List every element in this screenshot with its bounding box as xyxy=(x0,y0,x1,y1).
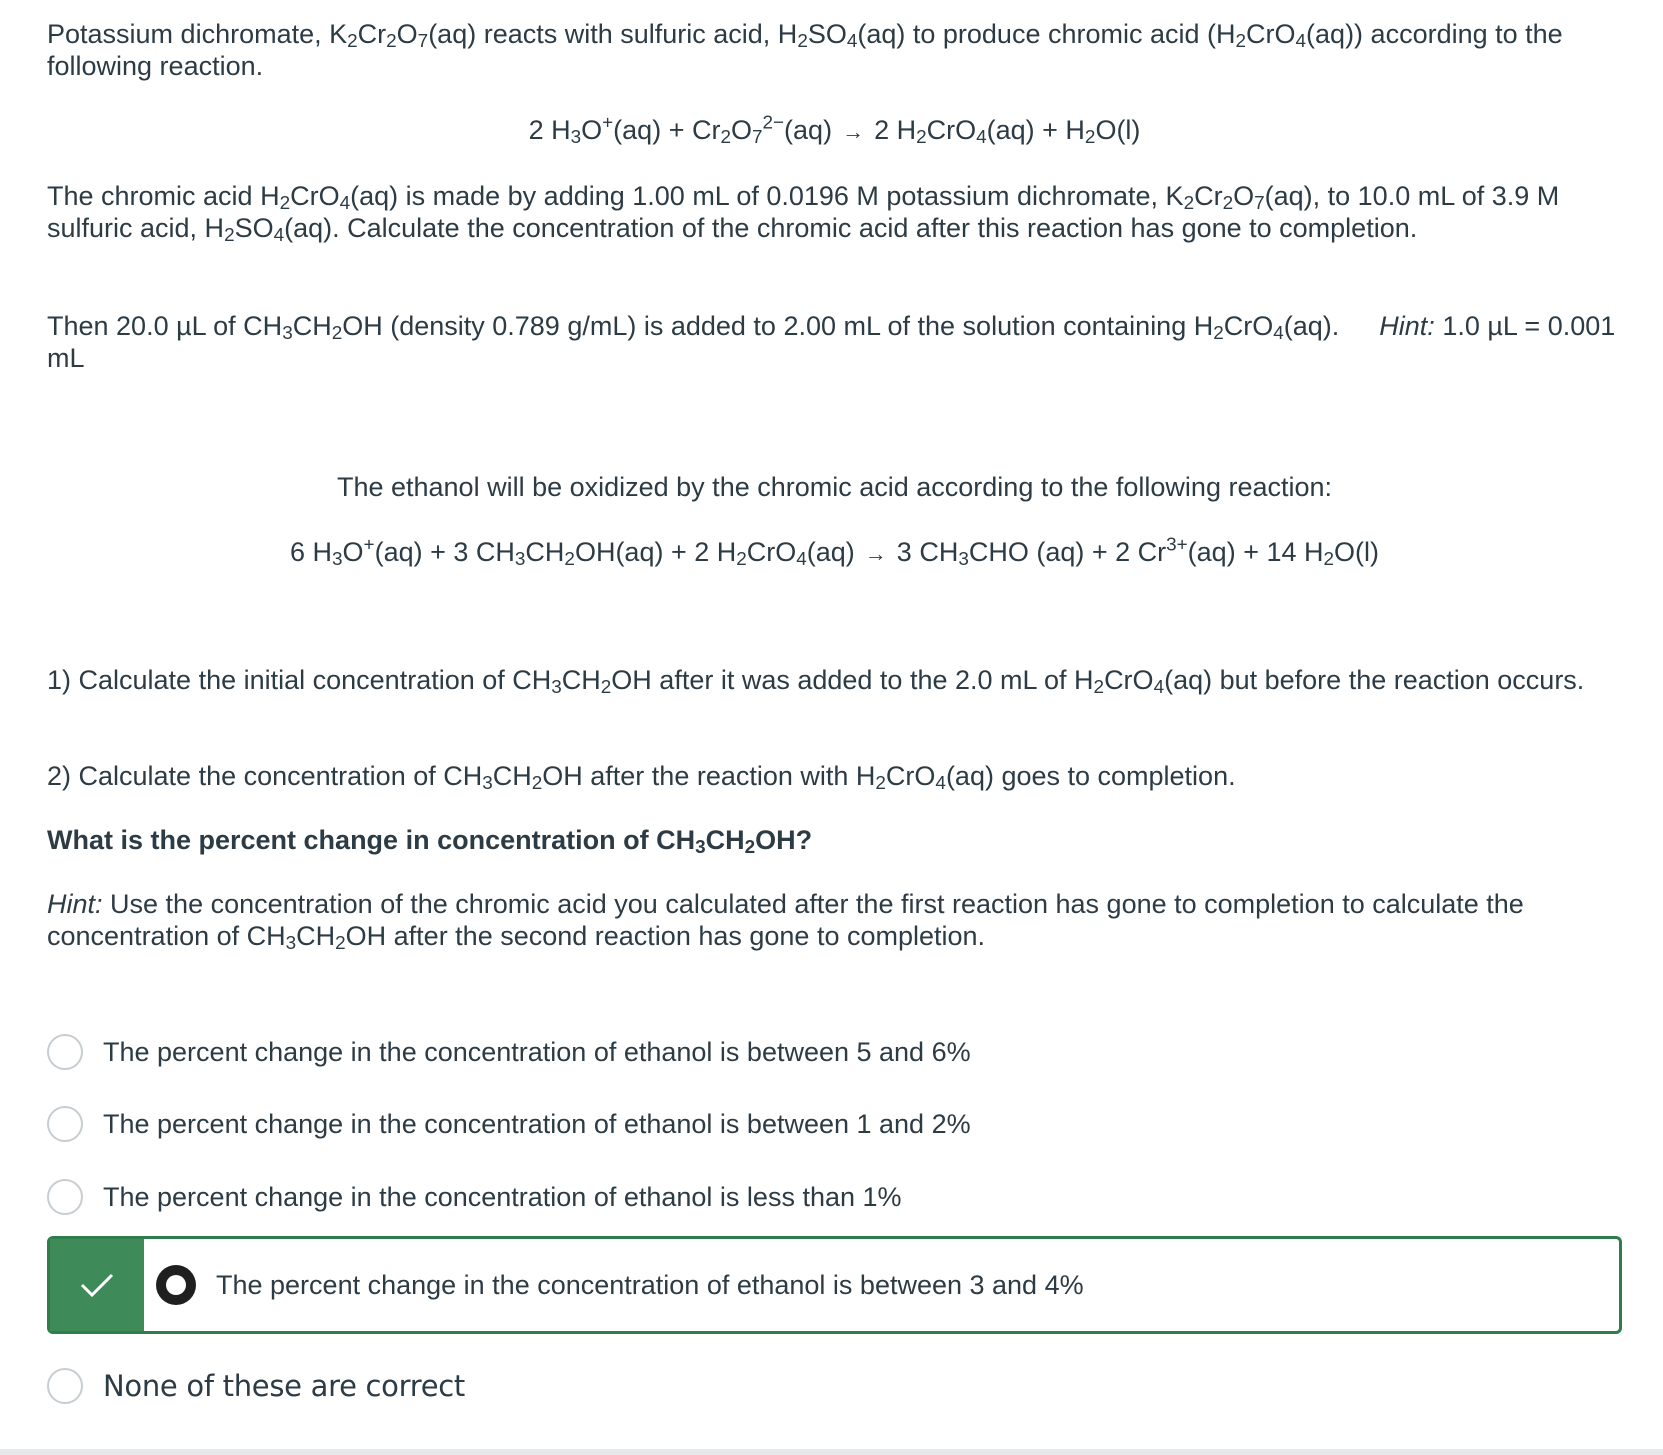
intro-paragraph: Potassium dichromate, $K_2Cr_2O_7(aq)$ reacts with sulfuric acid, $H_2SO_4(aq)$ to produce chromic acid $(H_2CrO_4(aq))$ according to the following reaction. xyxy=(47,19,1563,81)
main-question: What is the percent change in concentration of $CH_3CH_2OH$? xyxy=(47,825,813,859)
bottom-divider xyxy=(0,1449,1663,1455)
answer-option[interactable] xyxy=(47,1030,971,1074)
reaction-equation-2: 6 $H_3O^+(aq) + 3$ $CH_3CH_2OH(aq) + 2$ $H_2CrO_4(aq) \to 3$ $CH_3CHO$ (aq) + 2 $Cr^{3+}(aq) + 14$ $H_2O(l)$ xyxy=(289,534,1379,571)
answer-option[interactable] xyxy=(47,1364,465,1408)
reaction-equation-1: 2 $H_3O^+(aq) + Cr_2O_7^{2-}(aq) \to 2$ $H_2CrO_4(aq) + H_2O(l)$ xyxy=(528,112,1141,149)
final-hint: Hint: Use the concentration of the chromic acid you calculated after the first reaction has gone to completion to calculate the concentration of $CH_3CH_2OH$ after the second reaction has gone to completion. xyxy=(47,889,1524,955)
radio-button[interactable] xyxy=(47,1368,83,1404)
radio-button[interactable] xyxy=(47,1106,83,1142)
hint-label: Hint: xyxy=(47,889,103,919)
radio-button-selected[interactable] xyxy=(156,1265,196,1305)
answer-label: The percent change in the concentration of ethanol is between 5 and 6% xyxy=(103,1037,971,1067)
answer-label: The percent change in the concentration of ethanol is between 1 and 2% xyxy=(103,1109,971,1139)
radio-button[interactable] xyxy=(47,1179,83,1215)
answer-label: The percent change in the concentration of ethanol is less than 1% xyxy=(103,1182,902,1212)
answer-option-correct[interactable] xyxy=(47,1236,1622,1334)
radio-button[interactable] xyxy=(47,1034,83,1070)
answer-option[interactable] xyxy=(47,1102,971,1146)
step-2-text: 2) Calculate the concentration of $CH_3CH_2OH$ after the reaction with $H_2CrO_4(aq)$ goes to completion. xyxy=(47,761,1236,795)
reaction-arrow-icon: → xyxy=(842,119,865,144)
correct-indicator xyxy=(50,1239,144,1331)
answer-option[interactable] xyxy=(47,1175,902,1219)
step-1-text: 1) Calculate the initial concentration of $CH_3CH_2OH$ after it was added to the 2.0 mL of $H_2CrO_4(aq)$ but before the reaction occurs. xyxy=(47,665,1585,699)
oxidation-intro: The ethanol will be oxidized by the chromic acid according to the following reaction: xyxy=(336,472,1333,502)
answer-label: None of these are correct xyxy=(103,1369,465,1403)
answer-label: The percent change in the concentration of ethanol is between 3 and 4% xyxy=(216,1270,1084,1300)
hint-label: Hint: xyxy=(1379,311,1435,341)
checkmark-icon xyxy=(79,1271,115,1299)
ethanol-addition-paragraph: Then 20.0 µL of $CH_3CH_2OH$ (density 0.789 g/mL) is added to 2.00 mL of the solution containing $H_2CrO_4(aq)$. Hint: 1.0 µL = 0.001 mL xyxy=(47,311,1616,373)
reaction-arrow-icon: → xyxy=(864,541,887,566)
setup-paragraph: The chromic acid $H_2CrO_4(aq)$ is made by adding 1.00 mL of 0.0196 M potassium dichromate, $K_2Cr_2O_7(aq)$, to 10.0 mL of 3.9 M sulfuric acid, $H_2SO_4(aq)$. Calculate the concentration of the chromic acid after this reaction has gone to completion. xyxy=(47,181,1560,247)
